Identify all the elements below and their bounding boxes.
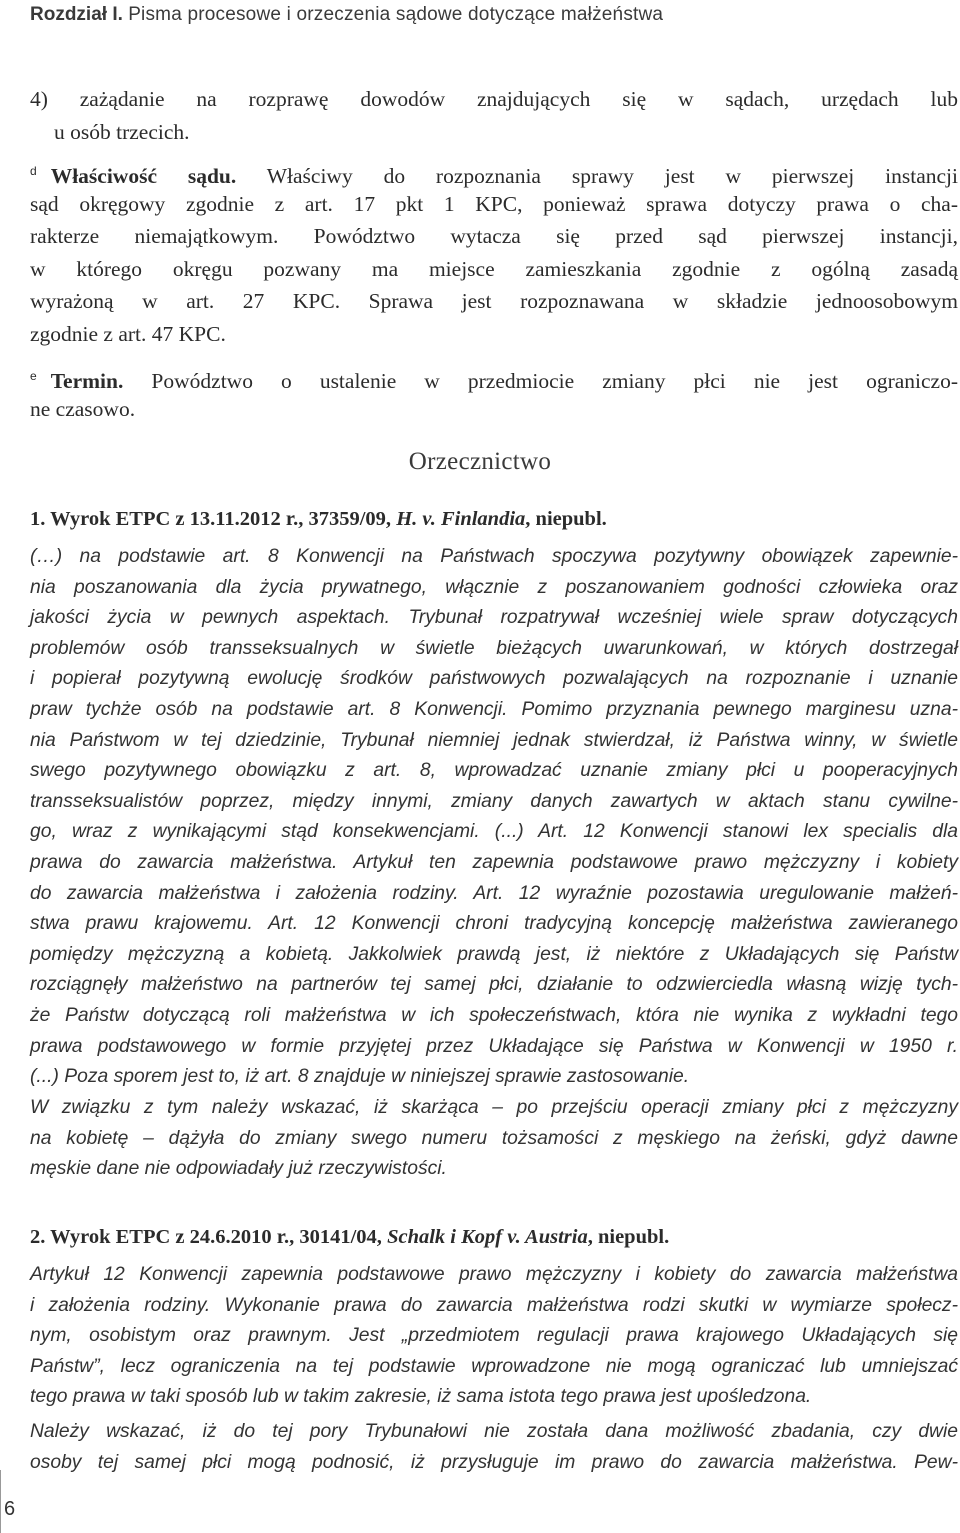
- text-fragment: Właściwy do rozpoznania sprawy jest w pierwszej instancji: [266, 164, 958, 188]
- text-line: do zawarcia małżeństwa i założenia rodziny. Art. 12 wyraźnie pozostawia uregulowanie małżeń-: [30, 882, 958, 904]
- text-line: wyrażoną w art. 27 KPC. Sprawa jest rozpoznawana w składzie jednoosobowym: [30, 289, 958, 313]
- text-line: problemów osób transseksualnych w świetle bieżących uwarunkowań, w których dostrzegał: [30, 637, 958, 659]
- case-2-paragraph-1: [30, 1260, 958, 1413]
- text-line: [30, 360, 958, 393]
- text-line: w którego okręgu pozwany ma miejsce zamieszkania zgodnie z ogólną zasadą: [30, 256, 958, 281]
- text-line: nia Państwom w tej dziedzinie, Trybunał niemniej jednak stwierdzał, iż Państwa winny, w świetle: [30, 729, 958, 751]
- text-fragment: Powództwo o ustalenie w przedmiocie zmiany płci nie jest ograniczo-: [151, 369, 958, 393]
- case-2-paragraph-2: [30, 1417, 958, 1478]
- text-line: 4) zażądanie na rozprawę dowodów znajdujących się w sądach, urzędach lub: [30, 87, 958, 111]
- text-line: męskie dane nie odpowiadały już rzeczywistości.: [30, 1158, 447, 1180]
- case-status: , niepubl.: [525, 508, 607, 530]
- text-line: praw tychże osób na podstawie art. 8 Konwencji. Pomimo przyznania pewnego marginesu uzna-: [30, 698, 958, 720]
- text-line: (...) Poza sporem jest to, iż art. 8 znajduje w niniejszej sprawie zastosowanie.: [30, 1066, 690, 1088]
- text-line: Należy wskazać, iż do tej pory Trybunałowi nie została dana możliwość zbadania, czy dwie: [30, 1421, 958, 1442]
- page-edge-rule: [0, 1470, 1, 1533]
- text-line: że Państw dotyczącą roli małżeństwa w ich społeczeństwach, która nie wynika z wykładni tego: [30, 1004, 958, 1026]
- text-line: Artykuł 12 Konwencji zapewnia podstawowe prawo mężczyzny i kobiety do zawarcia małżeństwa: [30, 1264, 958, 1285]
- text-line: (…) na podstawie art. 8 Konwencji na Państwach spoczywa pozytywny obowiązek zapewnie-: [30, 546, 958, 567]
- case-1-paragraph-1: [30, 542, 958, 1093]
- note-marker: e: [30, 369, 37, 383]
- text-line: transseksualistów poprzez, między innymi, zmiany danych zawartych w aktach stanu cywilne-: [30, 790, 958, 812]
- case-1-title: [30, 508, 607, 531]
- text-line: go, wraz z wynikającymi stąd konsekwencjami. (...) Art. 12 Konwencji stanowi lex specialis dla: [30, 821, 958, 843]
- case-1-paragraph-2: [30, 1093, 958, 1185]
- text-line: nym, osobistym oraz prawnym. Jest „przedmiotem regulacji prawa krajowego Układających się: [30, 1325, 958, 1347]
- text-line: u osób trzecich.: [54, 119, 190, 144]
- text-line: prawa podstawowego w formie przyjętej przez Układające się Państwa w Konwencji w 1950 r.: [30, 1035, 958, 1057]
- chapter-label: Rozdział I.: [30, 4, 123, 25]
- text-line: W związku z tym należy wskazać, iż skarżąca – po przejściu operacji zmiany płci z mężczyzny: [30, 1097, 958, 1118]
- text-line: Państw”, lecz ograniczenia na tej podstawie wprowadzone nie mogą ograniczać lub umniejszać: [30, 1355, 958, 1377]
- case-citation: 1. Wyrok ETPC z 13.11.2012 r., 37359/09,: [30, 508, 392, 530]
- page-number: 6: [4, 1498, 16, 1520]
- case-parties: H. v. Finlandia: [396, 508, 526, 530]
- running-header: [30, 4, 663, 26]
- case-2-title: [30, 1226, 669, 1249]
- text-line: [30, 155, 958, 188]
- text-line: sąd okręgowy zgodnie z art. 17 pkt 1 KPC, ponieważ sprawa dotyczy prawa o cha-: [30, 191, 958, 216]
- section-heading: Orzecznictwo: [408, 448, 552, 475]
- text-line: swego pozytywnego obowiązku z art. 8, wprowadzać uznanie zmiany płci u pooperacyjnych: [30, 760, 958, 782]
- note-e: [30, 360, 958, 425]
- text-line: rakterze niemajątkowym. Powództwo wytacza się przed sąd pierwszej instancji,: [30, 224, 958, 248]
- text-line: tego prawa w taki sposób lub w takim zakresie, iż sama istota tego prawa jest upośledzona.: [30, 1386, 812, 1408]
- text-line: ne czasowo.: [30, 396, 136, 421]
- note-marker: d: [30, 164, 37, 178]
- text-line: zgodnie z art. 47 KPC.: [30, 321, 226, 346]
- note-label: Właściwość sądu.: [50, 164, 237, 188]
- text-line: na kobietę – dążyła do zmiany swego numeru tożsamości z męskiego na żeński, gdyż dawne: [30, 1127, 958, 1149]
- text-line: jakości życia w pewnych aspektach. Trybunał rozpatrywał wcześniej wiele spraw dotyczących: [30, 607, 958, 629]
- case-citation: 2. Wyrok ETPC z 24.6.2010 r., 30141/04,: [30, 1226, 382, 1248]
- list-item-4: [30, 83, 958, 148]
- note-d: [30, 155, 958, 350]
- note-label: Termin.: [50, 369, 124, 393]
- text-line: osoby tej samej płci mogą podnosić, iż przysługuje im prawo do zawarcia małżeństwa. Pew-: [30, 1451, 958, 1473]
- text-line: i popierał pozytywną ewolucję środków państwowych pozwalających na rozpoznanie i uznanie: [30, 668, 958, 690]
- text-line: nia poszanowania dla życia prywatnego, włącznie z poszanowaniem godności człowieka oraz: [30, 576, 958, 598]
- text-line: pomiędzy mężczyzną a kobietą. Jakkolwiek prawdą jest, iż niektóre z Układających się Państw: [30, 943, 958, 965]
- chapter-title: Pisma procesowe i orzeczenia sądowe dotyczące małżeństwa: [128, 4, 664, 25]
- text-line: i założenia rodziny. Wykonanie prawa do zawarcia małżeństwa rodzi skutki w wymiarze społecz-: [30, 1294, 958, 1316]
- case-parties: Schalk i Kopf v. Austria: [387, 1226, 588, 1248]
- case-status: , niepubl.: [587, 1226, 670, 1248]
- text-line: rozciągnęły małżeństwo na partnerów tej samej płci, działanie to odzwierciedla własną wizję tych-: [30, 974, 958, 996]
- text-line: prawa do zawarcia małżeństwa. Artykuł ten zapewnia podstawowe prawo mężczyzny i kobiety: [30, 851, 958, 873]
- text-line: stwa prawu krajowemu. Art. 12 Konwencji chroni tradycyjną koncepcję małżeństwa zawieranego: [30, 913, 958, 935]
